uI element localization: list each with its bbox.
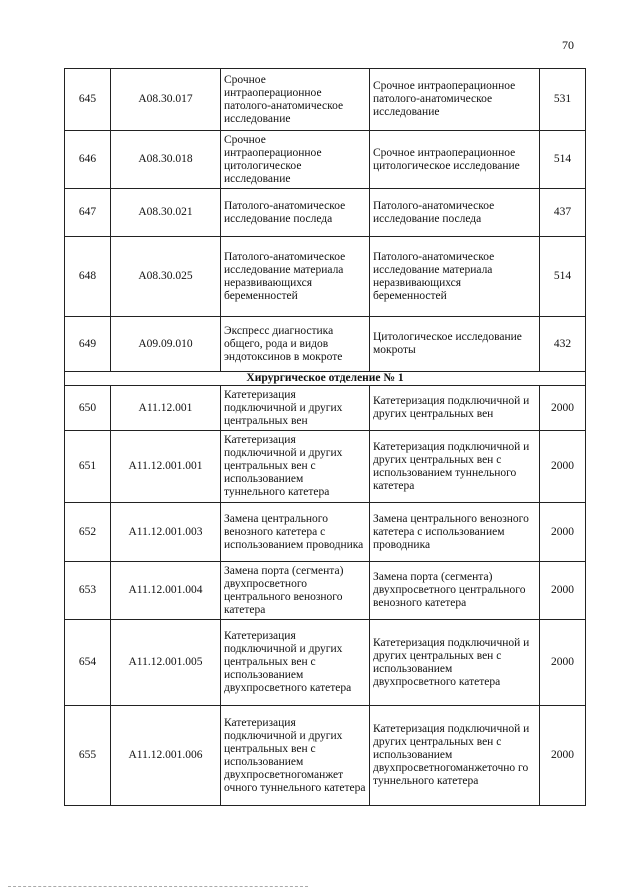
table-row bbox=[65, 131, 586, 189]
service-code: A08.30.017 bbox=[111, 69, 221, 131]
table-row bbox=[65, 562, 586, 620]
service-description: Срочное интраоперационное патолого-анатомическое исследование bbox=[221, 69, 370, 131]
service-name: Патолого-анатомическое исследование последа bbox=[370, 189, 540, 237]
row-number: 651 bbox=[65, 431, 111, 503]
service-code: A09.09.010 bbox=[111, 317, 221, 372]
service-price: 2000 bbox=[540, 706, 586, 806]
service-price: 437 bbox=[540, 189, 586, 237]
row-number: 647 bbox=[65, 189, 111, 237]
row-number: 650 bbox=[65, 386, 111, 431]
service-code: A11.12.001.001 bbox=[111, 431, 221, 503]
service-description: Катетеризация подключичной и других центральных вен с использованием двухпросветногоманжет очного туннельного катетера bbox=[221, 706, 370, 806]
row-number: 655 bbox=[65, 706, 111, 806]
service-price: 432 bbox=[540, 317, 586, 372]
service-code: A08.30.018 bbox=[111, 131, 221, 189]
service-name: Замена порта (сегмента) двухпросветного центрального венозного катетера bbox=[370, 562, 540, 620]
section-header-row bbox=[65, 372, 586, 386]
service-description: Срочное интраоперационное цитологическое исследование bbox=[221, 131, 370, 189]
service-name: Катетеризация подключичной и других центральных вен с использованием двухпросветного катетера bbox=[370, 620, 540, 706]
service-description: Патолого-анатомическое исследование материала неразвивающихся беременностей bbox=[221, 237, 370, 317]
service-price: 2000 bbox=[540, 620, 586, 706]
service-name: Патолого-анатомическое исследование материала неразвивающихся беременностей bbox=[370, 237, 540, 317]
service-name: Катетеризация подключичной и других центральных вен с использованием туннельного катетера bbox=[370, 431, 540, 503]
section-title: Хирургическое отделение № 1 bbox=[65, 372, 586, 386]
service-description: Патолого-анатомическое исследование последа bbox=[221, 189, 370, 237]
service-name: Катетеризация подключичной и других центральных вен bbox=[370, 386, 540, 431]
service-code: A08.30.021 bbox=[111, 189, 221, 237]
table-row bbox=[65, 237, 586, 317]
service-description: Замена центрального венозного катетера с использованием проводника bbox=[221, 503, 370, 562]
service-price: 2000 bbox=[540, 386, 586, 431]
row-number: 653 bbox=[65, 562, 111, 620]
table-row bbox=[65, 386, 586, 431]
service-price: 2000 bbox=[540, 562, 586, 620]
service-code: A08.30.025 bbox=[111, 237, 221, 317]
service-description: Замена порта (сегмента) двухпросветного центрального венозного катетера bbox=[221, 562, 370, 620]
service-code: A11.12.001.006 bbox=[111, 706, 221, 806]
table-row bbox=[65, 317, 586, 372]
row-number: 649 bbox=[65, 317, 111, 372]
service-price: 531 bbox=[540, 69, 586, 131]
row-number: 652 bbox=[65, 503, 111, 562]
service-code: A11.12.001.004 bbox=[111, 562, 221, 620]
service-description: Катетеризация подключичной и других центральных вен bbox=[221, 386, 370, 431]
service-name: Срочное интраоперационное патолого-анатомическое исследование bbox=[370, 69, 540, 131]
table-row bbox=[65, 431, 586, 503]
row-number: 648 bbox=[65, 237, 111, 317]
row-number: 654 bbox=[65, 620, 111, 706]
table-row bbox=[65, 706, 586, 806]
service-code: A11.12.001.005 bbox=[111, 620, 221, 706]
service-description: Катетеризация подключичной и других центральных вен с использованием двухпросветного катетера bbox=[221, 620, 370, 706]
table-row bbox=[65, 69, 586, 131]
service-price: 514 bbox=[540, 237, 586, 317]
price-table bbox=[64, 68, 586, 806]
service-price: 2000 bbox=[540, 503, 586, 562]
bottom-scan-artifact bbox=[8, 886, 308, 887]
service-description: Экспресс диагностика общего, рода и видов эндотоксинов в мокроте bbox=[221, 317, 370, 372]
row-number: 645 bbox=[65, 69, 111, 131]
service-description: Катетеризация подключичной и других центральных вен с использованием туннельного катетера bbox=[221, 431, 370, 503]
table-row bbox=[65, 189, 586, 237]
table-row bbox=[65, 620, 586, 706]
service-code: A11.12.001 bbox=[111, 386, 221, 431]
service-price: 2000 bbox=[540, 431, 586, 503]
page-number: 70 bbox=[562, 38, 574, 52]
service-name: Цитологическое исследование мокроты bbox=[370, 317, 540, 372]
service-price: 514 bbox=[540, 131, 586, 189]
service-name: Срочное интраоперационное цитологическое исследование bbox=[370, 131, 540, 189]
service-name: Катетеризация подключичной и других центральных вен с использованием двухпросветногоманжеточно го туннельного катетера bbox=[370, 706, 540, 806]
table-body bbox=[65, 69, 586, 806]
row-number: 646 bbox=[65, 131, 111, 189]
table-row bbox=[65, 503, 586, 562]
service-code: A11.12.001.003 bbox=[111, 503, 221, 562]
service-name: Замена центрального венозного катетера с использованием проводника bbox=[370, 503, 540, 562]
